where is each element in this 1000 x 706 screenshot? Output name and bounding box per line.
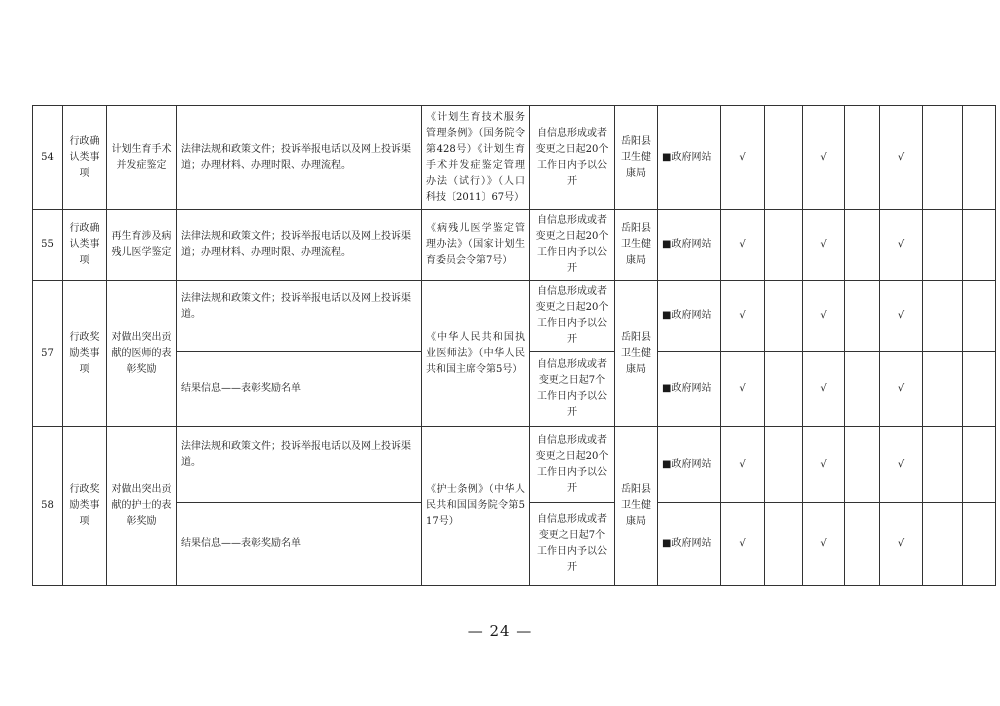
empty-cell [963, 210, 996, 281]
row-content: 法律法规和政策文件；投诉举报电话以及网上投诉渠道；办理材料、办理时限、办理流程。 [177, 106, 422, 210]
row-category: 行政奖励类事项 [63, 427, 107, 586]
check-mark: √ [721, 503, 765, 586]
row-time: 自信息形成或者变更之日起7个工作日内予以公开 [530, 352, 615, 427]
row-channel: ■政府网站 [658, 427, 721, 503]
row-content: 结果信息——表彰奖励名单 [177, 352, 422, 427]
check-mark: √ [803, 281, 845, 352]
disclosure-table [32, 105, 996, 586]
empty-cell [765, 210, 803, 281]
row-time: 自信息形成或者变更之日起20个工作日内予以公开 [530, 210, 615, 281]
row-channel: ■政府网站 [658, 352, 721, 427]
row-basis: 《计划生育技术服务管理条例》（国务院令第428号）《计划生育手术并发症鉴定管理办法（试行）》（人口科技〔2011〕67号） [422, 106, 530, 210]
row-number: 57 [33, 281, 63, 427]
check-mark: √ [880, 352, 923, 427]
empty-cell [765, 106, 803, 210]
check-mark: √ [721, 427, 765, 503]
empty-cell [765, 352, 803, 427]
row-channel: ■政府网站 [658, 503, 721, 586]
row-item: 计划生育手术并发症鉴定 [107, 106, 177, 210]
check-mark: √ [880, 106, 923, 210]
table-row [33, 106, 996, 210]
table-row [33, 427, 996, 503]
row-basis: 《护士条例》（中华人民共和国国务院令第517号） [422, 427, 530, 586]
empty-cell [923, 352, 963, 427]
row-channel: ■政府网站 [658, 281, 721, 352]
empty-cell [845, 281, 880, 352]
page-number: — 24 — [467, 622, 533, 640]
empty-cell [963, 352, 996, 427]
row-subject: 岳阳县卫生健康局 [615, 281, 658, 427]
check-mark: √ [880, 281, 923, 352]
empty-cell [765, 281, 803, 352]
row-channel: ■政府网站 [658, 210, 721, 281]
row-content: 法律法规和政策文件；投诉举报电话以及网上投诉渠道。 [177, 281, 422, 352]
empty-cell [845, 106, 880, 210]
empty-cell [765, 503, 803, 586]
row-content: 结果信息——表彰奖励名单 [177, 503, 422, 586]
empty-cell [845, 427, 880, 503]
empty-cell [765, 427, 803, 503]
empty-cell [963, 503, 996, 586]
empty-cell [923, 106, 963, 210]
row-basis: 《病残儿医学鉴定管理办法》（国家计划生育委员会令第7号） [422, 210, 530, 281]
empty-cell [923, 427, 963, 503]
row-item: 再生育涉及病残儿医学鉴定 [107, 210, 177, 281]
row-time: 自信息形成或者变更之日起20个工作日内予以公开 [530, 281, 615, 352]
row-content: 法律法规和政策文件；投诉举报电话以及网上投诉渠道；办理材料、办理时限、办理流程。 [177, 210, 422, 281]
check-mark: √ [803, 427, 845, 503]
empty-cell [963, 106, 996, 210]
empty-cell [963, 427, 996, 503]
check-mark: √ [721, 210, 765, 281]
check-mark: √ [721, 106, 765, 210]
check-mark: √ [721, 352, 765, 427]
row-content: 法律法规和政策文件；投诉举报电话以及网上投诉渠道。 [177, 427, 422, 503]
empty-cell [923, 281, 963, 352]
check-mark: √ [880, 503, 923, 586]
check-mark: √ [803, 106, 845, 210]
row-number: 54 [33, 106, 63, 210]
row-item: 对做出突出贡献的护士的表彰奖励 [107, 427, 177, 586]
row-basis: 《中华人民共和国执业医师法》（中华人民共和国主席令第5号） [422, 281, 530, 427]
row-item: 对做出突出贡献的医师的表彰奖励 [107, 281, 177, 427]
check-mark: √ [803, 210, 845, 281]
empty-cell [845, 503, 880, 586]
row-subject: 岳阳县卫生健康局 [615, 106, 658, 210]
row-category: 行政确认类事项 [63, 210, 107, 281]
check-mark: √ [721, 281, 765, 352]
row-time: 自信息形成或者变更之日起7个工作日内予以公开 [530, 503, 615, 586]
row-subject: 岳阳县卫生健康局 [615, 210, 658, 281]
row-time: 自信息形成或者变更之日起20个工作日内予以公开 [530, 427, 615, 503]
row-channel: ■政府网站 [658, 106, 721, 210]
row-category: 行政奖励类事项 [63, 281, 107, 427]
empty-cell [923, 503, 963, 586]
check-mark: √ [880, 427, 923, 503]
empty-cell [845, 210, 880, 281]
row-time: 自信息形成或者变更之日起20个工作日内予以公开 [530, 106, 615, 210]
row-number: 58 [33, 427, 63, 586]
row-category: 行政确认类事项 [63, 106, 107, 210]
row-number: 55 [33, 210, 63, 281]
empty-cell [845, 352, 880, 427]
check-mark: √ [803, 352, 845, 427]
table-row [33, 210, 996, 281]
check-mark: √ [803, 503, 845, 586]
table-row [33, 281, 996, 352]
row-subject: 岳阳县卫生健康局 [615, 427, 658, 586]
check-mark: √ [880, 210, 923, 281]
empty-cell [963, 281, 996, 352]
empty-cell [923, 210, 963, 281]
